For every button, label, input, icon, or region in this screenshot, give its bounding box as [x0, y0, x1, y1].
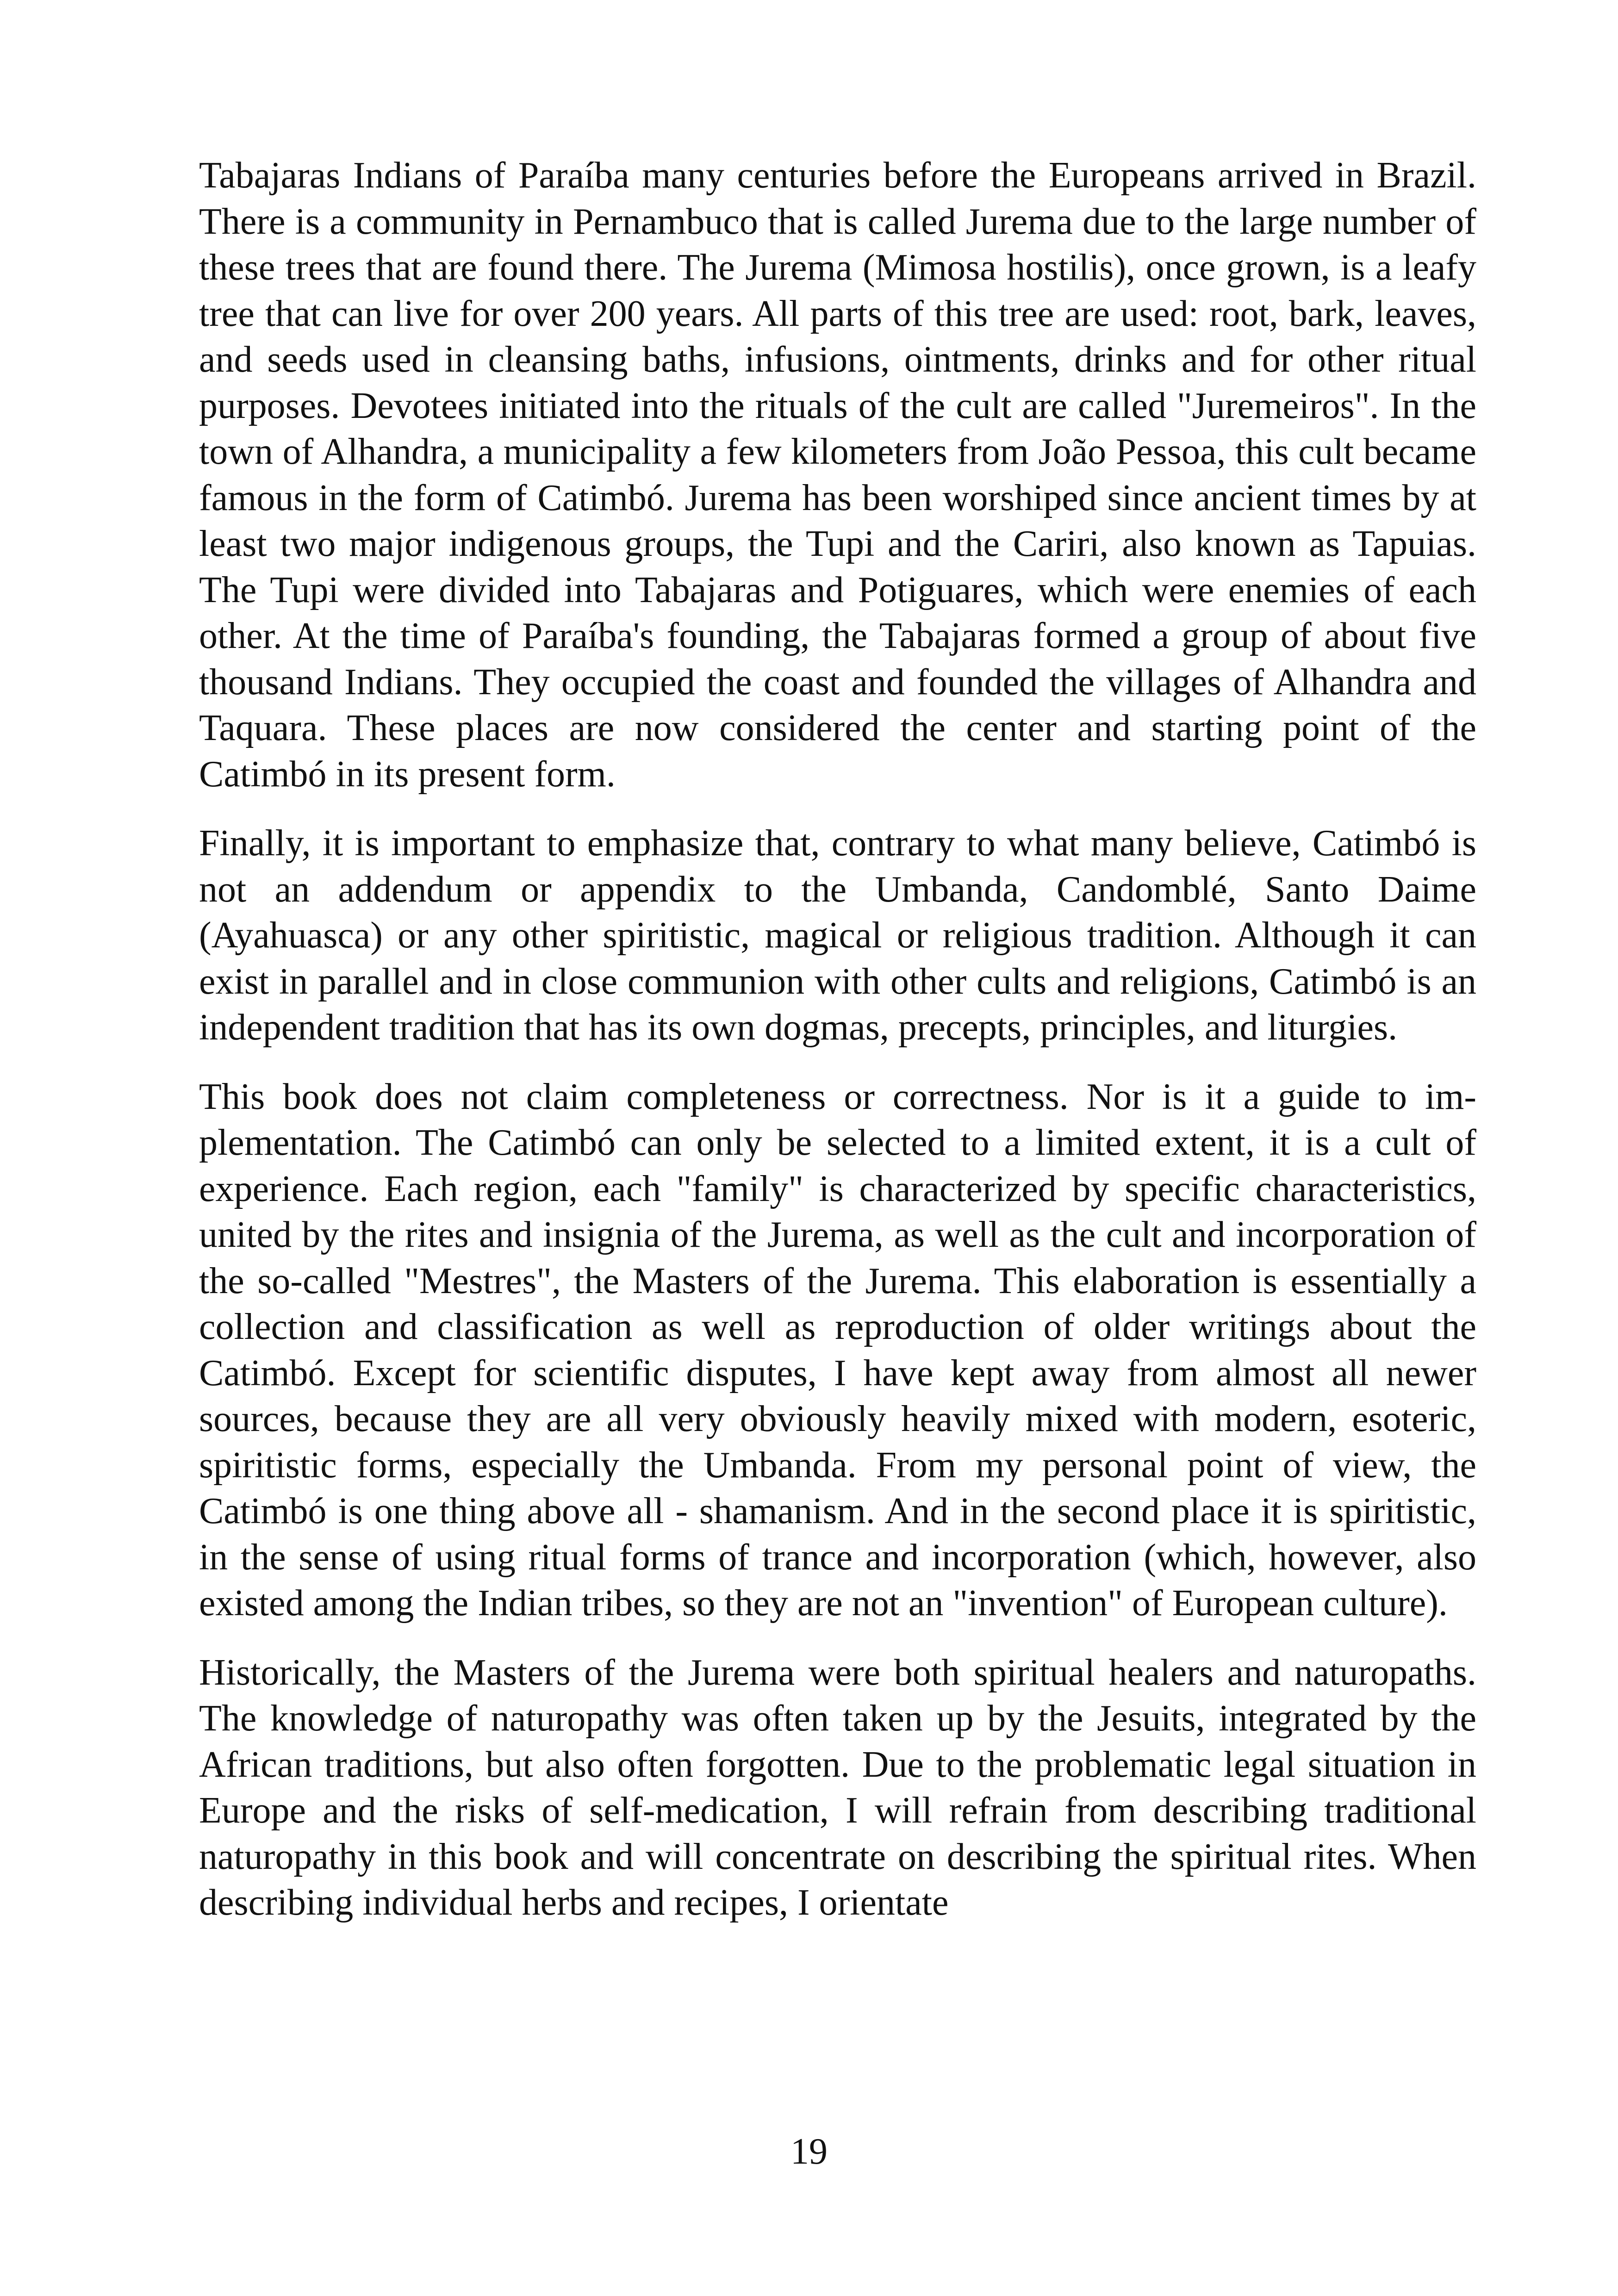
paragraph-3: This book does not claim completeness or correctness. Nor is it a guide to implementation. The Catimbó can only be selected to a limited extent, it is a cult of experience. Each region, each "family" is characterized by specific characteristics, united by the rites and insignia of the Jurema, as well as the cult and incorporation of the so-called "Mestres", the Masters of the Jurema. This elaboration is essentially a collection and classification as well as reproduction of older writings about the Catimbó. Except for scientific disputes, I have kept away from almost all newer sources, because they are all very obviously heavily mixed with modern, esoteric, spiritistic forms, especially the Umbanda. From my personal point of view, the Catimbó is one thing above all - shamanism. And in the second place it is spiritistic, in the sense of using ritual forms of trance and incorporation (which, however, also existed among the Indian tribes, so they are not an "invention" of European culture).	[199, 1076, 1476, 1624]
page-number: 19	[790, 2131, 828, 2172]
paragraph-1: Tabajaras Indians of Paraíba many centuries before the Europeans arrived in Brazil. There is a community in Pernambuco that is called Jurema due to the large number of these trees that are found there. The Jurema (Mimosa hostilis), once grown, is a leafy tree that can live for over 200 years. All parts of this tree are used: root, bark, leaves, and seeds used in cleansing baths, infusions, ointments, drinks and for other ritual purposes. Devotees initiated into the rituals of the cult are called "Juremeiros". In the town of Alhandra, a municipality a few kilometers from João Pessoa, this cult became famous in the form of Catimbó. Jurema has been worshiped since ancient times by at least two major indigenous groups, the Tupi and the Cariri, also known as Tapuias. The Tupi were divided into Tabajaras and Potiguares, which were enemies of each other. At the time of Paraíba's founding, the Tabajaras formed a group of about five thousand Indians. They occupied the coast and founded the villages of Alhandra and Taquara. These places are now considered the center and starting point of the Catimbó in its present form.	[199, 155, 1476, 795]
paragraph-2: Finally, it is important to emphasize that, contrary to what many believe, Catimbó is not an addendum or appendix to the Umbanda, Candomblé, Santo Daime (Ayahuasca) or any other spiritistic, magical or religious tradition. Although it can exist in parallel and in close communion with other cults and religions, Catimbó is an independent tradition that has its own dogmas, precepts, principles, and liturgies.	[199, 823, 1476, 1048]
body-text	[199, 153, 1476, 1949]
paragraph-4: Historically, the Masters of the Jurema were both spiritual healers and naturopaths. The knowledge of naturopathy was often taken up by the Jesuits, integrated by the African traditions, but also often forgotten. Due to the problematic legal situation in Europe and the risks of self-medication, I will refrain from describing traditional naturopathy in this book and will concentrate on describing the spiritual rites. When describing individual herbs and recipes, I orientate	[199, 1652, 1476, 1923]
